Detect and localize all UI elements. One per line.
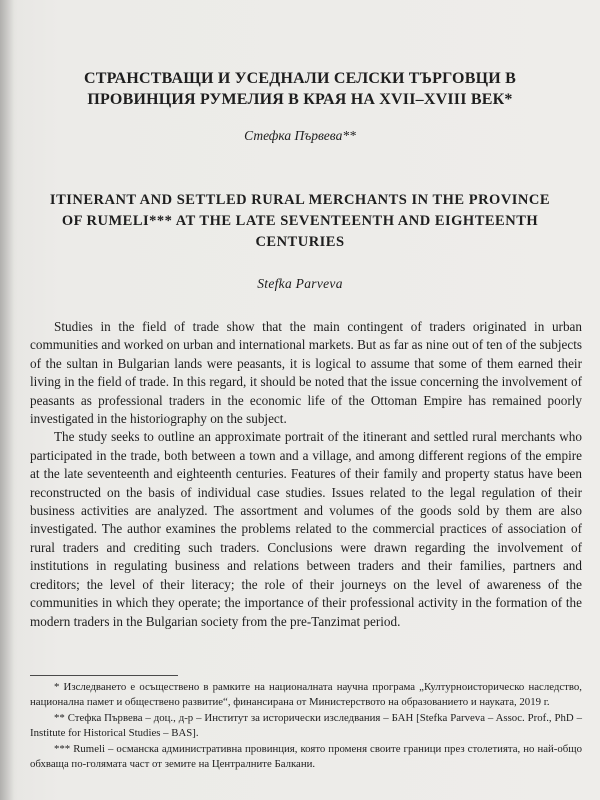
bulgarian-author: Стефка Първева** [244, 128, 356, 143]
footnotes [30, 680, 582, 772]
english-title: ITINERANT AND SETTLED RURAL MERCHANTS IN THE PROVINCE OF RUMELI*** AT THE LATE SEVENTEENTH AND EIGHTEENTH CENTURIES [49, 192, 551, 250]
bulgarian-title: СТРАНСТВАЩИ И УСЕДНАЛИ СЕЛСКИ ТЪРГОВЦИ В ПРОВИНЦИЯ РУМЕЛИЯ В КРАЯ НА XVII–XVIII ВЕК* [84, 70, 516, 108]
abstract-paragraph: The study seeks to outline an approximate portrait of the itinerant and settled rural merchants who participated in the trade, both between a town and a village, and among different regions of the empire at the late seventeenth and eighteenth centuries. Features of their family and property status have been reconstructed on the basis of individual case studies. Issues related to the legal regulation of their business activities are analyzed. The assortment and volumes of the goods sold by them are also investigated. The author examines the problems related to the commercial practices of association of rural traders and crediting such traders. Conclusions were drawn regarding the involvement of institutions in regulating business and relations between traders and their families, partners and creditors; the level of their literacy; the role of their journeys on the level of awareness of the communities in which they operate; the importance of their professional activity in the formation of the modern traders in the Bulgarian society from the pre-Tanzimat period. [30, 429, 582, 629]
footnote: *** Rumeli – османска административна провинция, която променя своите граници през столетията, но най-общо обхваща по-голямата част от земите на Централните Балкани. [30, 742, 582, 771]
page-fold-shadow [0, 0, 14, 800]
footnote-divider [30, 675, 178, 676]
footnote: ** Стефка Първева – доц., д-р – Институт за исторически изследвания – БАН [Stefka Parveva – Assoc. Prof., PhD – Institute for Historical Studies – BAS]. [30, 711, 582, 740]
footnote: * Изследването е осъществено в рамките на националната научна програма „Културноисторическо наследство, национална памет и обществено развитие“, финансирана от Министерството на образованието и науката, 2019 г. [30, 681, 582, 709]
english-author: Stefka Parveva [257, 276, 343, 291]
abstract-paragraph: Studies in the field of trade show that the main contingent of traders originated in urban communities and worked on urban and international markets. But as far as nine out of ten of the subjects of the sultan in Bulgarian lands were peasants, it is logical to assume that some of them earned their living in the field of trade. In this regard, it should be noted that the issue concerning the involvement of peasants as professional traders in the economic life of the Ottoman Empire has remained poorly investigated in the historiography on the subject. [30, 319, 582, 427]
abstract [30, 318, 582, 631]
